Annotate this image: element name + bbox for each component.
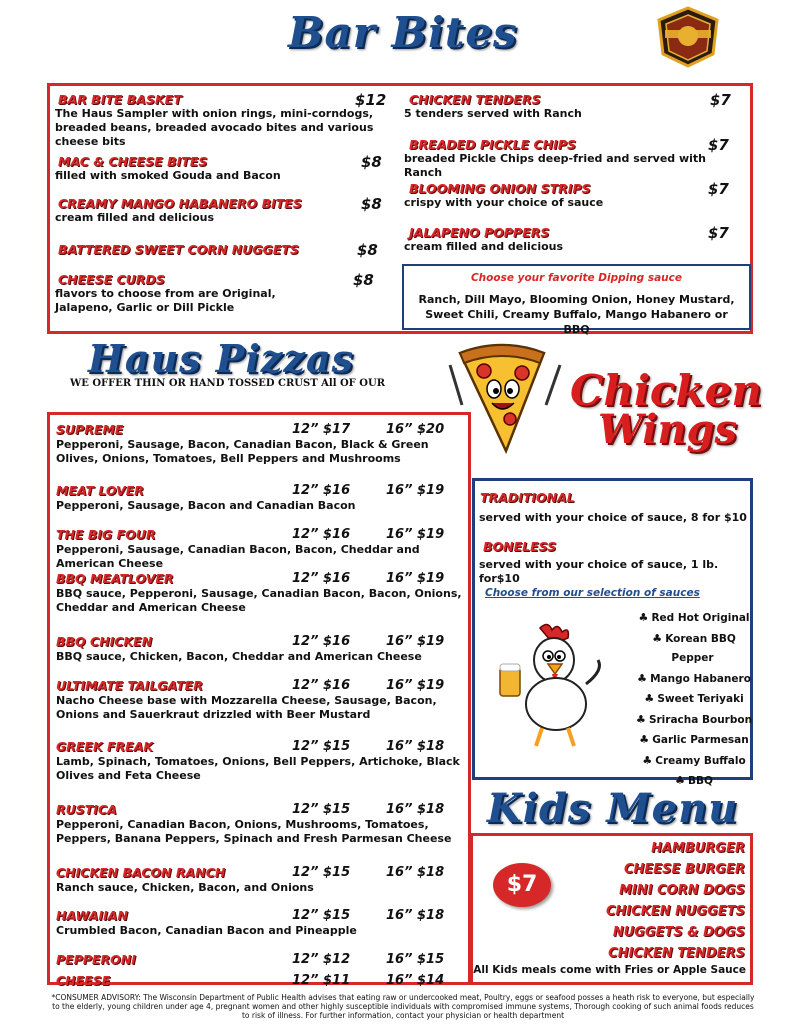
club-bullet-icon: ♣	[639, 733, 650, 746]
pizza-desc: Pepperoni, Sausage, Bacon, Canadian Bacon, Black & Green Olives, Onions, Tomatoes, Bell Peppers and Mushrooms	[56, 438, 429, 465]
pizza-price-16: 16” $18	[386, 739, 445, 754]
kids-list	[545, 838, 745, 964]
pizza-mascot-image	[440, 335, 570, 455]
pizzas-box	[47, 412, 471, 988]
boneless-desc: served with your choice of sauce, 1 lb. for$10	[479, 558, 719, 585]
bar-bites-right	[404, 92, 744, 254]
pizza-price-16: 16” $18	[386, 802, 445, 817]
item-desc: breaded Pickle Chips deep-fried and served with Ranch	[404, 152, 707, 179]
boneless-name: BONELESS	[483, 539, 557, 554]
pizza-price-16: 16” $14	[386, 973, 445, 988]
menu-item	[55, 196, 385, 242]
item-name: BLOOMING ONION STRIPS	[409, 181, 591, 196]
item-price: $7	[708, 224, 729, 242]
item-price: $7	[710, 91, 731, 109]
pizza-item	[56, 739, 466, 802]
item-name: BATTERED SWEET CORN NUGGETS	[58, 242, 299, 257]
sauce-item	[630, 730, 755, 751]
pizza-price-12: 12” $15	[292, 908, 351, 923]
item-price: $8	[361, 195, 382, 213]
item-desc: 5 tenders served with Ranch	[404, 107, 582, 120]
pizza-name: THE BIG FOUR	[56, 527, 156, 542]
item-name: CHEESE CURDS	[58, 272, 165, 287]
sauce-name: BBQ	[688, 775, 713, 787]
dipping-sauce-title: Choose your favorite Dipping sauce	[470, 272, 683, 284]
kids-item: CHICKEN TENDERS	[608, 946, 745, 961]
pizza-price-12: 12” $11	[292, 973, 351, 988]
pizza-price-12: 12” $16	[292, 571, 351, 586]
pizza-name: CHICKEN BACON RANCH	[56, 865, 226, 880]
pizza-price-12: 12” $12	[292, 952, 351, 967]
pizza-price-16: 16” $19	[386, 634, 445, 649]
item-name: BAR BITE BASKET	[58, 92, 182, 107]
pizza-price-12: 12” $15	[292, 865, 351, 880]
pizza-item	[56, 678, 466, 739]
sauce-list	[630, 608, 755, 792]
bar-bites-left	[55, 92, 385, 315]
pizza-name: SUPREME	[56, 422, 124, 437]
menu-item	[404, 181, 744, 225]
menu-item	[404, 137, 744, 181]
pizza-price-12: 12” $16	[292, 527, 351, 542]
pizza-desc: Pepperoni, Canadian Bacon, Onions, Mushrooms, Tomatoes, Peppers, Banana Peppers, Spinach and Fresh Parmesan Cheese	[56, 818, 452, 845]
kids-note: All Kids meals come with Fries or Apple Sauce	[473, 964, 746, 976]
dipping-sauce-list: Ranch, Dill Mayo, Blooming Onion, Honey Mustard, Sweet Chili, Creamy Buffalo, Mango Habanero or BBQ	[418, 293, 735, 336]
pizza-desc: BBQ sauce, Pepperoni, Sausage, Canadian Bacon, Bacon, Onions, Cheddar and American Cheese	[56, 587, 462, 614]
pizza-price-16: 16” $19	[386, 678, 445, 693]
pizza-name: CHEESE	[56, 973, 111, 988]
pizza-name: ULTIMATE TAILGATER	[56, 678, 203, 693]
dipping-sauce-box	[402, 264, 751, 336]
kids-price: $7	[506, 872, 538, 897]
pizzas-subtitle: WE OFFER THIN OR HAND TOSSED CRUST All OF OUR	[70, 378, 386, 389]
sauce-name: Sriracha Bourbon	[648, 713, 753, 726]
pizzas-title: Haus Pizzas	[88, 336, 354, 381]
item-price: $8	[361, 153, 382, 171]
kids-box	[470, 833, 753, 985]
item-desc: filled with smoked Gouda and Bacon	[55, 169, 281, 182]
item-desc: crispy with your choice of sauce	[404, 196, 604, 209]
pizza-name: HAWAIIAN	[56, 908, 128, 923]
sauce-item	[630, 608, 755, 629]
sauce-name: Garlic Parmesan	[652, 734, 749, 746]
sauce-name: Mango Habanero	[650, 672, 751, 685]
sauce-name: Red Hot Original	[651, 612, 750, 624]
pizza-item	[56, 802, 466, 865]
pizza-name: BBQ MEATLOVER	[56, 571, 174, 586]
pizza-item	[56, 527, 466, 571]
pizza-price-12: 12” $16	[292, 483, 351, 498]
pizza-price-12: 12” $17	[292, 422, 351, 437]
pizza-list	[56, 422, 466, 994]
club-bullet-icon: ♣	[644, 692, 655, 705]
menu-item	[404, 225, 744, 254]
sauce-name: Korean BBQ Pepper	[665, 632, 736, 664]
kids-item: CHEESE BURGER	[624, 862, 745, 877]
item-name: JALAPENO POPPERS	[409, 225, 550, 240]
menu-item	[55, 242, 385, 272]
wings-title-line2: Wings	[598, 406, 737, 453]
kids-item: MINI CORN DOGS	[619, 883, 745, 898]
kids-item: HAMBURGER	[651, 841, 745, 856]
pizza-desc: BBQ sauce, Chicken, Bacon, Cheddar and American Cheese	[56, 650, 422, 663]
pizza-price-16: 16” $18	[386, 865, 445, 880]
pizza-price-12: 12” $15	[292, 739, 351, 754]
kids-price-badge	[493, 863, 551, 907]
sauce-item	[630, 629, 755, 669]
kids-item: NUGGETS & DOGS	[612, 925, 745, 940]
pizza-price-16: 16” $19	[386, 527, 445, 542]
traditional-name: TRADITIONAL	[480, 490, 575, 505]
sauce-item	[630, 751, 755, 772]
pizza-price-16: 16” $20	[386, 422, 445, 437]
menu-item	[55, 92, 385, 154]
pizza-name: BBQ CHICKEN	[56, 634, 153, 649]
bar-bites-title: Bar Bites	[288, 8, 518, 57]
item-price: $12	[355, 91, 387, 109]
pizza-desc: Nacho Cheese base with Mozzarella Cheese, Sausage, Bacon, Onions and Sauerkraut drizzled with Beer Mustard	[56, 694, 437, 721]
item-price: $7	[708, 180, 729, 198]
pizza-price-16: 16” $15	[386, 952, 445, 967]
club-bullet-icon: ♣	[638, 611, 649, 624]
pizza-name: MEAT LOVER	[56, 483, 144, 498]
pizza-price-12: 12” $15	[292, 802, 351, 817]
pizza-item	[56, 908, 466, 952]
pizza-item	[56, 952, 466, 973]
item-name: BREADED PICKLE CHIPS	[409, 137, 576, 152]
sauce-item	[630, 710, 755, 731]
menu-item	[55, 272, 385, 315]
pizza-price-16: 16” $19	[386, 571, 445, 586]
club-bullet-icon: ♣	[652, 631, 663, 645]
rooster-mascot-image	[490, 620, 615, 750]
sauces-title: Choose from our selection of sauces	[485, 587, 700, 599]
item-price: $7	[708, 136, 729, 154]
sauce-item	[630, 689, 755, 710]
menu-item	[404, 92, 744, 137]
club-bullet-icon: ♣	[637, 671, 647, 685]
item-name: MAC & CHEESE BITES	[58, 154, 208, 169]
brand-logo	[655, 6, 721, 68]
club-bullet-icon: ♣	[636, 712, 646, 726]
pizza-item	[56, 422, 466, 483]
sauce-item	[630, 669, 755, 690]
pizza-name: PEPPERONI	[56, 952, 136, 967]
pizza-desc: Ranch sauce, Chicken, Bacon, and Onions	[56, 881, 314, 894]
pizza-name: GREEK FREAK	[56, 739, 154, 754]
sauce-name: Sweet Teriyaki	[657, 693, 744, 705]
item-name: CHICKEN TENDERS	[409, 92, 541, 107]
club-bullet-icon: ♣	[642, 753, 653, 767]
pizza-price-16: 16” $18	[386, 908, 445, 923]
item-desc: flavors to choose from are Original, Jalapeno, Garlic or Dill Pickle	[55, 287, 276, 314]
pizza-desc: Lamb, Spinach, Tomatoes, Onions, Bell Peppers, Artichoke, Black Olives and Feta Cheese	[56, 755, 460, 782]
item-price: $8	[357, 241, 378, 259]
pizza-item	[56, 634, 466, 678]
item-desc: cream filled and delicious	[55, 211, 215, 224]
sauce-name: Creamy Buffalo	[655, 754, 746, 767]
traditional-desc: served with your choice of sauce, 8 for $10	[479, 511, 747, 524]
kids-item: CHICKEN NUGGETS	[605, 904, 745, 919]
menu-item	[55, 154, 385, 196]
pizza-item	[56, 571, 466, 634]
pizza-price-12: 12” $16	[292, 678, 351, 693]
wings-title-line1: Chicken	[570, 366, 762, 415]
pizza-desc: Pepperoni, Sausage, Canadian Bacon, Bacon, Cheddar and American Cheese	[56, 543, 420, 570]
club-bullet-icon: ♣	[675, 774, 685, 787]
pizza-price-16: 16” $19	[386, 483, 445, 498]
pizza-name: RUSTICA	[56, 802, 117, 817]
pizza-item	[56, 865, 466, 908]
consumer-advisory: *CONSUMER ADVISORY: The Wisconsin Department of Public Health advises that eating raw or undercooked meat, Poultry, eggs or seafood posses a heath risk to everyone, but especially to the elderly, young children under age 4, pregnant women and other highly susceptible individuals with compromised immune systems, Thorough cooking of such animal foods reduces to risk of illness. For further information, contact your physician or health department	[51, 993, 755, 1020]
pizza-desc: Crumbled Bacon, Canadian Bacon and Pineapple	[56, 924, 357, 937]
item-desc: The Haus Sampler with onion rings, mini-corndogs, breaded beans, breaded avocado bites and various cheese bits	[55, 107, 374, 148]
kids-title: Kids Menu	[487, 785, 739, 832]
pizza-desc: Pepperoni, Sausage, Bacon and Canadian Bacon	[56, 499, 356, 512]
item-name: CREAMY MANGO HABANERO BITES	[58, 196, 302, 211]
pizza-item	[56, 973, 466, 994]
item-desc: cream filled and delicious	[404, 240, 564, 253]
pizza-item	[56, 483, 466, 527]
pizza-price-12: 12” $16	[292, 634, 351, 649]
item-price: $8	[353, 271, 374, 289]
